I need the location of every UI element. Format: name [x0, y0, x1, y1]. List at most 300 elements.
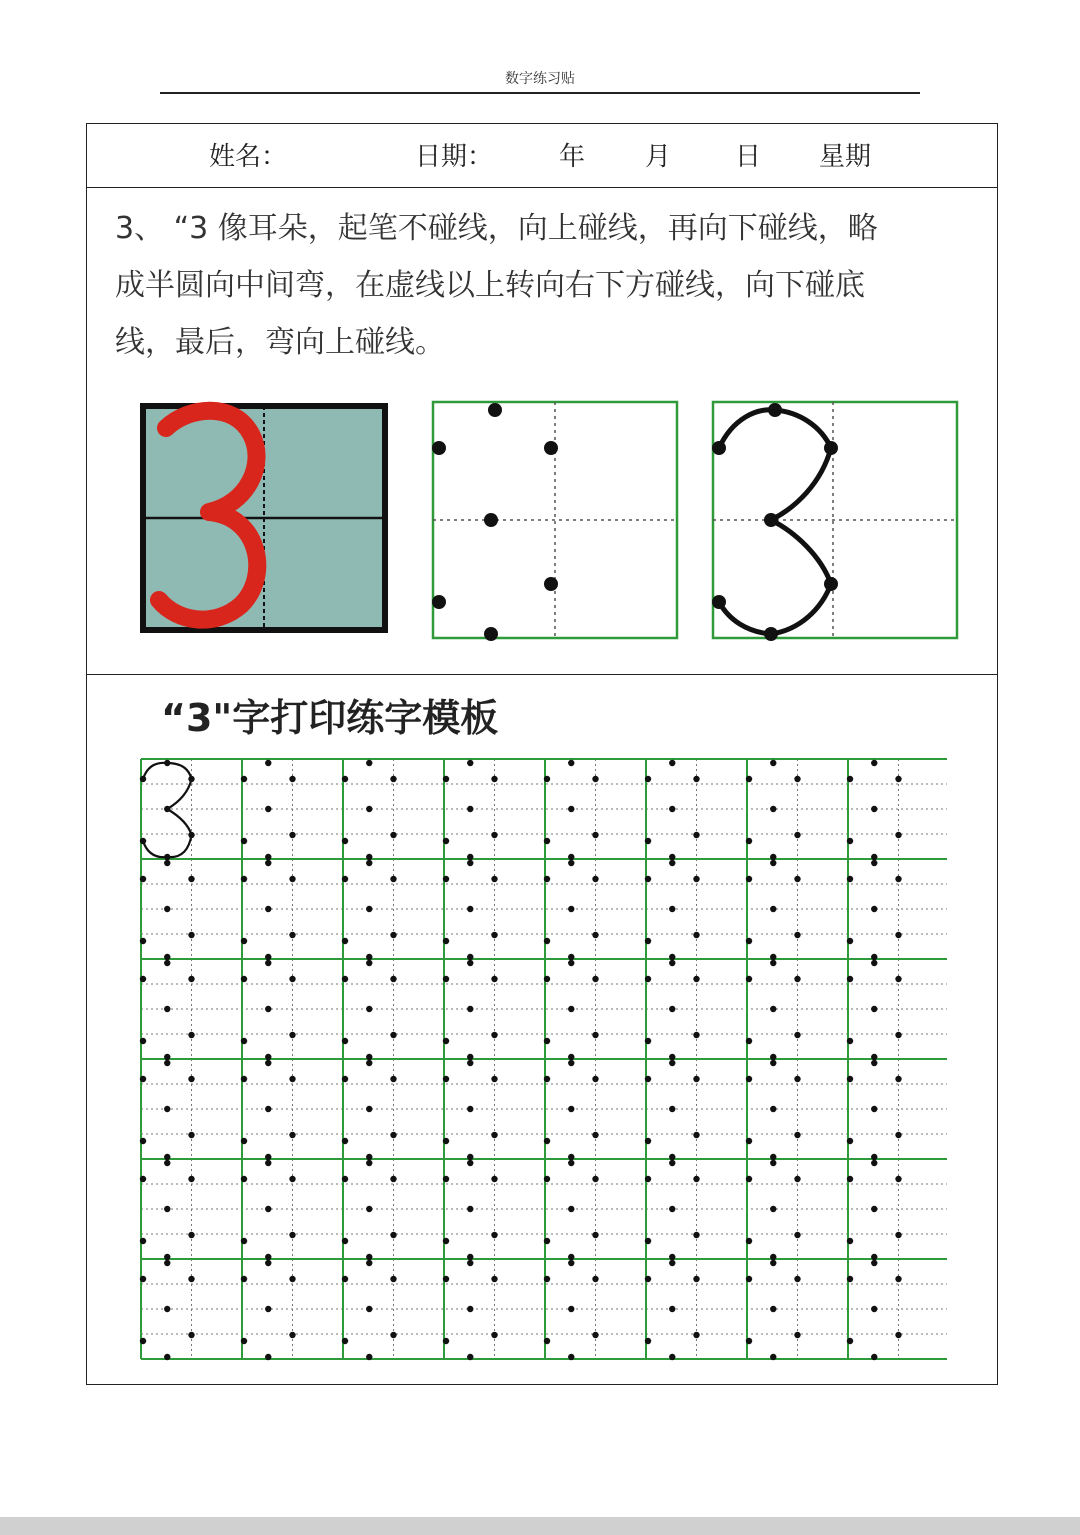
practice-dot: [847, 1176, 853, 1182]
practice-dot: [164, 1154, 170, 1160]
practice-dot: [746, 876, 752, 882]
practice-dot: [669, 1254, 675, 1260]
practice-dot: [645, 838, 651, 844]
practice-dot: [746, 1076, 752, 1082]
practice-dot: [746, 838, 752, 844]
practice-dot: [847, 1038, 853, 1044]
practice-dot: [140, 976, 146, 982]
practice-dot: [188, 932, 194, 938]
practice-dot: [342, 776, 348, 782]
practice-dot: [390, 1332, 396, 1338]
practice-dot: [693, 1276, 699, 1282]
practice-dot: [794, 1076, 800, 1082]
practice-dot: [140, 1338, 146, 1344]
practice-dot: [645, 1338, 651, 1344]
practice-dot: [544, 1176, 550, 1182]
practice-dot: [871, 1006, 877, 1012]
practice-grid: [139, 757, 947, 1363]
practice-dot: [794, 1132, 800, 1138]
practice-dot: [693, 1176, 699, 1182]
practice-dot: [847, 776, 853, 782]
practice-dot: [669, 1054, 675, 1060]
practice-dot: [693, 832, 699, 838]
practice-dot: [794, 1176, 800, 1182]
practice-dot: [241, 1076, 247, 1082]
practice-dot: [140, 876, 146, 882]
practice-dot: [592, 1232, 598, 1238]
practice-dot: [188, 876, 194, 882]
practice-dot: [342, 1338, 348, 1344]
practice-dot: [871, 1060, 877, 1066]
practice-dot: [746, 938, 752, 944]
practice-dot: [645, 1076, 651, 1082]
practice-dot: [390, 932, 396, 938]
practice-dot: [669, 954, 675, 960]
practice-dot: [645, 1138, 651, 1144]
practice-dot: [443, 1038, 449, 1044]
practice-dot: [871, 906, 877, 912]
practice-dot: [847, 876, 853, 882]
practice-dot: [770, 960, 776, 966]
practice-dot: [544, 1276, 550, 1282]
practice-dot: [871, 960, 877, 966]
trace-dot: [824, 441, 838, 455]
practice-dot: [342, 1038, 348, 1044]
practice-dot: [568, 1260, 574, 1266]
practice-dot: [669, 1260, 675, 1266]
practice-dot: [491, 832, 497, 838]
practice-dot: [568, 1006, 574, 1012]
name-label: 姓名：: [209, 142, 288, 172]
practice-dot: [794, 832, 800, 838]
practice-dot: [164, 960, 170, 966]
practice-dot: [188, 976, 194, 982]
practice-dot: [669, 854, 675, 860]
practice-dot: [390, 1232, 396, 1238]
practice-dot: [390, 1132, 396, 1138]
practice-dot: [645, 1238, 651, 1244]
practice-dot: [871, 760, 877, 766]
practice-dot: [467, 1154, 473, 1160]
practice-dot: [467, 1354, 473, 1360]
practice-dot: [467, 860, 473, 866]
practice-dot: [568, 1206, 574, 1212]
practice-dot: [592, 1332, 598, 1338]
practice-dot: [289, 1076, 295, 1082]
practice-dot: [746, 1138, 752, 1144]
practice-dot: [895, 1132, 901, 1138]
practice-dot: [669, 860, 675, 866]
practice-dot: [895, 776, 901, 782]
practice-dot: [669, 1006, 675, 1012]
practice-dot: [544, 876, 550, 882]
practice-dot: [693, 776, 699, 782]
practice-dot: [390, 1032, 396, 1038]
practice-dot: [443, 1338, 449, 1344]
practice-dot: [188, 1232, 194, 1238]
practice-dot: [568, 906, 574, 912]
practice-dot: [241, 938, 247, 944]
practice-dot: [467, 1206, 473, 1212]
practice-dot: [265, 1006, 271, 1012]
practice-dot: [289, 1132, 295, 1138]
practice-dot: [366, 1160, 372, 1166]
practice-dot: [164, 1354, 170, 1360]
practice-dot: [847, 1276, 853, 1282]
practice-dot: [871, 1206, 877, 1212]
practice-dot: [770, 906, 776, 912]
practice-dot: [568, 954, 574, 960]
practice-dot: [770, 1060, 776, 1066]
practice-dot: [847, 1338, 853, 1344]
practice-dot: [544, 1038, 550, 1044]
practice-dot: [693, 1076, 699, 1082]
practice-dot: [592, 932, 598, 938]
practice-dot: [289, 976, 295, 982]
practice-dot: [871, 1160, 877, 1166]
practice-dot: [669, 806, 675, 812]
practice-dot: [770, 954, 776, 960]
practice-dot: [568, 760, 574, 766]
practice-dot: [794, 932, 800, 938]
traced-sample-3-stroke: [143, 763, 191, 857]
practice-dot: [140, 1038, 146, 1044]
practice-dot: [669, 1354, 675, 1360]
practice-dot: [443, 838, 449, 844]
practice-dot: [568, 1306, 574, 1312]
practice-dot: [669, 1160, 675, 1166]
practice-dot: [467, 1060, 473, 1066]
practice-dot: [895, 1232, 901, 1238]
practice-dot: [770, 1206, 776, 1212]
practice-dot: [467, 806, 473, 812]
practice-dot: [390, 1176, 396, 1182]
practice-dot: [544, 1138, 550, 1144]
practice-dot: [188, 1332, 194, 1338]
practice-dot: [443, 876, 449, 882]
practice-dot: [342, 938, 348, 944]
practice-dot: [467, 854, 473, 860]
practice-dot: [693, 1132, 699, 1138]
practice-dot: [289, 776, 295, 782]
practice-dot: [265, 1160, 271, 1166]
practice-dot: [164, 1260, 170, 1266]
practice-dot: [568, 806, 574, 812]
practice-dot: [592, 1176, 598, 1182]
trace-dot: [768, 403, 782, 417]
practice-dot: [847, 838, 853, 844]
practice-dot: [669, 760, 675, 766]
practice-dot: [342, 876, 348, 882]
practice-dot: [140, 938, 146, 944]
practice-dot: [366, 1254, 372, 1260]
worksheet: [86, 123, 998, 1385]
practice-dot: [871, 1106, 877, 1112]
practice-dot: [544, 1338, 550, 1344]
practice-dot: [770, 1154, 776, 1160]
practice-dot: [491, 932, 497, 938]
dot-guide-image: [429, 396, 681, 642]
practice-dot: [693, 932, 699, 938]
practice-dot: [568, 1054, 574, 1060]
practice-dot: [164, 1060, 170, 1066]
practice-dot: [568, 1060, 574, 1066]
practice-dot: [669, 1206, 675, 1212]
practice-dot: [895, 1276, 901, 1282]
practice-dot: [289, 932, 295, 938]
practice-dot: [164, 1006, 170, 1012]
practice-dot: [746, 1176, 752, 1182]
trace-dot: [712, 441, 726, 455]
practice-dot: [265, 906, 271, 912]
instruction-line: 3、 “3 像耳朵，起笔不碰线，向上碰线，再向下碰线，略: [115, 211, 878, 246]
traced-digit-image: [709, 396, 961, 642]
practice-dot: [847, 976, 853, 982]
practice-dot: [871, 1306, 877, 1312]
practice-dot: [265, 806, 271, 812]
practice-dot: [467, 1160, 473, 1166]
practice-dot: [342, 1276, 348, 1282]
practice-dot: [390, 832, 396, 838]
practice-dot: [164, 1106, 170, 1112]
practice-dot: [241, 1038, 247, 1044]
practice-dot: [289, 1276, 295, 1282]
practice-dot: [467, 1106, 473, 1112]
practice-dot: [241, 976, 247, 982]
practice-dot: [770, 1354, 776, 1360]
practice-dot: [871, 860, 877, 866]
practice-dot: [847, 1138, 853, 1144]
practice-dot: [770, 806, 776, 812]
practice-dot: [544, 938, 550, 944]
bottom-scroll-strip: [0, 1517, 1080, 1535]
practice-dot: [467, 760, 473, 766]
practice-dot: [467, 960, 473, 966]
practice-dot: [241, 838, 247, 844]
practice-dot: [241, 1338, 247, 1344]
practice-dot: [443, 1176, 449, 1182]
practice-dot: [491, 1132, 497, 1138]
practice-dot: [366, 954, 372, 960]
practice-dot: [669, 1306, 675, 1312]
practice-dot: [491, 776, 497, 782]
practice-dot: [188, 1132, 194, 1138]
practice-dot: [390, 1276, 396, 1282]
month-label: 月: [645, 142, 672, 172]
guide-dot: [488, 403, 502, 417]
practice-dot: [443, 1138, 449, 1144]
student-info-row: [87, 124, 997, 188]
practice-dot: [871, 1154, 877, 1160]
practice-dot: [794, 876, 800, 882]
practice-dot: [669, 1106, 675, 1112]
practice-dot: [289, 1176, 295, 1182]
practice-dot: [491, 1032, 497, 1038]
practice-dot: [241, 1138, 247, 1144]
year-label: 年: [559, 142, 586, 172]
practice-dot: [164, 1160, 170, 1166]
model-digit-image: [139, 400, 395, 636]
practice-dot: [140, 1176, 146, 1182]
instruction-text: [115, 200, 965, 371]
practice-dot: [265, 960, 271, 966]
practice-dot: [895, 1332, 901, 1338]
practice-dot: [592, 1132, 598, 1138]
practice-dot: [871, 806, 877, 812]
trace-dot: [824, 577, 838, 591]
practice-dot: [241, 1176, 247, 1182]
practice-title: “3"字打印练字模板: [161, 696, 499, 740]
practice-dot: [871, 854, 877, 860]
practice-dot: [366, 1060, 372, 1066]
guide-dot: [544, 441, 558, 455]
practice-dot: [342, 976, 348, 982]
practice-dot: [895, 1076, 901, 1082]
practice-dot: [366, 860, 372, 866]
practice-dot: [645, 1038, 651, 1044]
practice-dot: [544, 1076, 550, 1082]
guide-dot: [432, 441, 446, 455]
practice-dot: [467, 1254, 473, 1260]
practice-dot: [366, 960, 372, 966]
practice-dot: [568, 960, 574, 966]
practice-dot: [366, 1354, 372, 1360]
practice-dot: [467, 906, 473, 912]
practice-dot: [265, 860, 271, 866]
practice-dot: [491, 1076, 497, 1082]
practice-dot: [693, 976, 699, 982]
practice-dot: [693, 1232, 699, 1238]
practice-dot: [342, 1076, 348, 1082]
practice-dot: [467, 954, 473, 960]
practice-dot: [645, 976, 651, 982]
practice-dot: [693, 876, 699, 882]
practice-dot: [265, 954, 271, 960]
practice-dot: [265, 1306, 271, 1312]
trace-dot: [764, 627, 778, 641]
practice-dot: [366, 1206, 372, 1212]
practice-dot: [592, 1032, 598, 1038]
guide-dot: [484, 513, 498, 527]
practice-dot: [265, 1054, 271, 1060]
practice-dot: [366, 1260, 372, 1266]
practice-dot: [265, 760, 271, 766]
practice-dot: [241, 776, 247, 782]
practice-dot: [366, 760, 372, 766]
practice-dot: [592, 1076, 598, 1082]
practice-dot: [366, 806, 372, 812]
practice-dot: [366, 1054, 372, 1060]
practice-dot: [592, 832, 598, 838]
instruction-line: 线，最后，弯向上碰线。: [115, 325, 445, 360]
practice-dot: [443, 976, 449, 982]
practice-dot: [390, 876, 396, 882]
practice-dot: [746, 776, 752, 782]
practice-dot: [289, 1032, 295, 1038]
practice-dot: [770, 1254, 776, 1260]
practice-dot: [669, 1154, 675, 1160]
practice-dot: [669, 1060, 675, 1066]
practice-dot: [467, 1306, 473, 1312]
practice-dot: [794, 1276, 800, 1282]
practice-dot: [467, 1054, 473, 1060]
practice-dot: [544, 776, 550, 782]
practice-dot: [871, 1260, 877, 1266]
practice-section: [87, 675, 997, 1384]
practice-dot: [265, 1254, 271, 1260]
practice-dot: [164, 906, 170, 912]
practice-dot: [794, 1232, 800, 1238]
practice-dot: [491, 1332, 497, 1338]
practice-dot: [770, 1006, 776, 1012]
practice-dot: [770, 1260, 776, 1266]
practice-dot: [265, 854, 271, 860]
practice-dot: [544, 838, 550, 844]
practice-dot: [443, 1076, 449, 1082]
practice-dot: [140, 1238, 146, 1244]
practice-dot: [746, 976, 752, 982]
practice-dot: [467, 1260, 473, 1266]
practice-dot: [289, 876, 295, 882]
practice-dot: [746, 1038, 752, 1044]
practice-dot: [770, 760, 776, 766]
practice-dot: [693, 1032, 699, 1038]
page-header-title: 数字练习贴: [160, 66, 920, 94]
practice-dot: [895, 932, 901, 938]
practice-dot: [342, 1238, 348, 1244]
practice-dot: [188, 1276, 194, 1282]
practice-dot: [693, 1332, 699, 1338]
practice-dot: [265, 1060, 271, 1066]
practice-dot: [770, 860, 776, 866]
practice-dot: [491, 876, 497, 882]
practice-dot: [188, 1032, 194, 1038]
practice-dot: [366, 1154, 372, 1160]
guide-dot: [544, 577, 558, 591]
practice-dot: [342, 838, 348, 844]
practice-dot: [645, 776, 651, 782]
trace-dot: [712, 595, 726, 609]
instruction-line: 成半圆向中间弯，在虚线以上转向右下方碰线，向下碰底: [115, 268, 865, 303]
practice-dot: [568, 1160, 574, 1166]
practice-dot: [366, 854, 372, 860]
practice-dot: [265, 1206, 271, 1212]
practice-dot: [491, 976, 497, 982]
practice-dot: [491, 1176, 497, 1182]
practice-dot: [188, 1076, 194, 1082]
practice-dot: [164, 1254, 170, 1260]
practice-dot: [645, 1276, 651, 1282]
practice-dot: [871, 954, 877, 960]
practice-dot: [895, 1176, 901, 1182]
practice-dot: [265, 1260, 271, 1266]
practice-dot: [895, 976, 901, 982]
practice-dot: [140, 1138, 146, 1144]
practice-dot: [366, 1106, 372, 1112]
practice-dot: [164, 1306, 170, 1312]
practice-dot: [390, 1076, 396, 1082]
guide-dot: [432, 595, 446, 609]
practice-dot: [164, 1054, 170, 1060]
practice-dot: [443, 776, 449, 782]
practice-dot: [645, 1176, 651, 1182]
practice-dot: [390, 776, 396, 782]
practice-dot: [289, 832, 295, 838]
instruction-section: [87, 188, 997, 675]
trace-dot: [764, 513, 778, 527]
practice-dot: [491, 1276, 497, 1282]
practice-dot: [544, 976, 550, 982]
